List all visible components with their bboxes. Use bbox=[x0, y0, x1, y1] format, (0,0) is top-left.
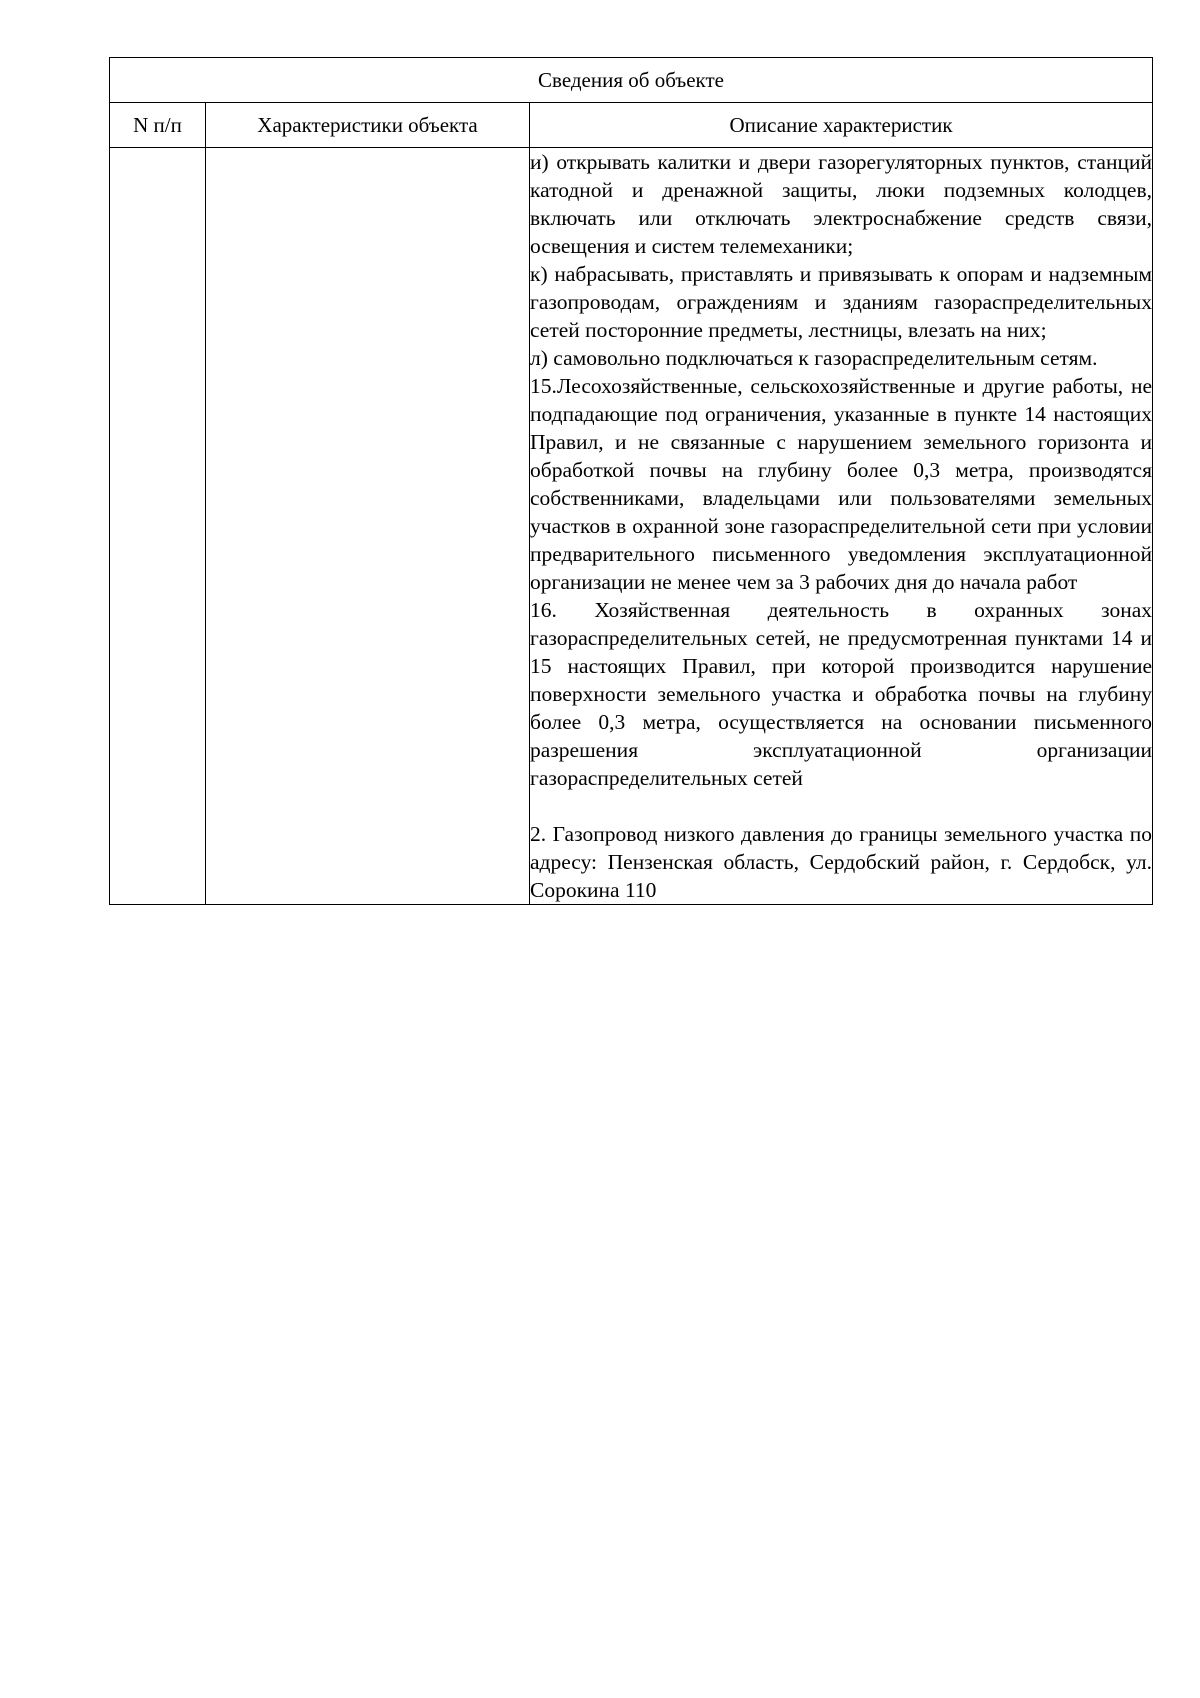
description-paragraph: 16. Хозяйственная деятельность в охранных зонах газораспределительных сетей, не предусмотренная пунктами 14 и 15 настоящих Правил, при которой производится нарушение поверхности земельного участка и обработка почвы на глубину более 0,3 метра, осуществляется на основании письменного разрешения эксплуатационной организации газораспределительных сетей bbox=[530, 598, 1152, 790]
table-title: Сведения об объекте bbox=[110, 58, 1153, 103]
table-row bbox=[110, 148, 1153, 905]
header-characteristics: Характеристики объекта bbox=[206, 103, 530, 148]
description-paragraph: 15.Лесохозяйственные, сельскохозяйственные и другие работы, не подпадающие под ограничения, указанные в пункте 14 настоящих Правил, и не связанные с нарушением земельного горизонта и обработкой почвы на глубину более 0,3 метра, производятся собственниками, владельцами или пользователями земельных участков в охранной зоне газораспределительной сети при условии предварительного письменного уведомления эксплуатационной организации не менее чем за 3 рабочих дня до начала работ bbox=[530, 374, 1152, 594]
cell-description bbox=[530, 148, 1153, 905]
header-description: Описание характеристик bbox=[530, 103, 1153, 148]
object-info-table bbox=[109, 57, 1153, 905]
description-paragraph: л) самовольно подключаться к газораспределительным сетям. bbox=[530, 346, 1098, 370]
table-header-row bbox=[110, 103, 1153, 148]
object-address-paragraph: 2. Газопровод низкого давления до границы земельного участка по адресу: Пензенская область, Сердобский район, г. Сердобск, ул. Сорокина 110 bbox=[530, 822, 1152, 902]
cell-characteristics bbox=[206, 148, 530, 905]
cell-number bbox=[110, 148, 206, 905]
header-number: N п/п bbox=[110, 103, 206, 148]
paragraph-spacer bbox=[530, 792, 1152, 820]
description-paragraph: и) открывать калитки и двери газорегуляторных пунктов, станций катодной и дренажной защиты, люки подземных колодцев, включать или отключать электроснабжение средств связи, освещения и систем телемеханики; bbox=[530, 150, 1152, 258]
description-paragraph: к) набрасывать, приставлять и привязывать к опорам и надземным газопроводам, ограждениям и зданиям газораспределительных сетей посторонние предметы, лестницы, влезать на них; bbox=[530, 262, 1152, 342]
